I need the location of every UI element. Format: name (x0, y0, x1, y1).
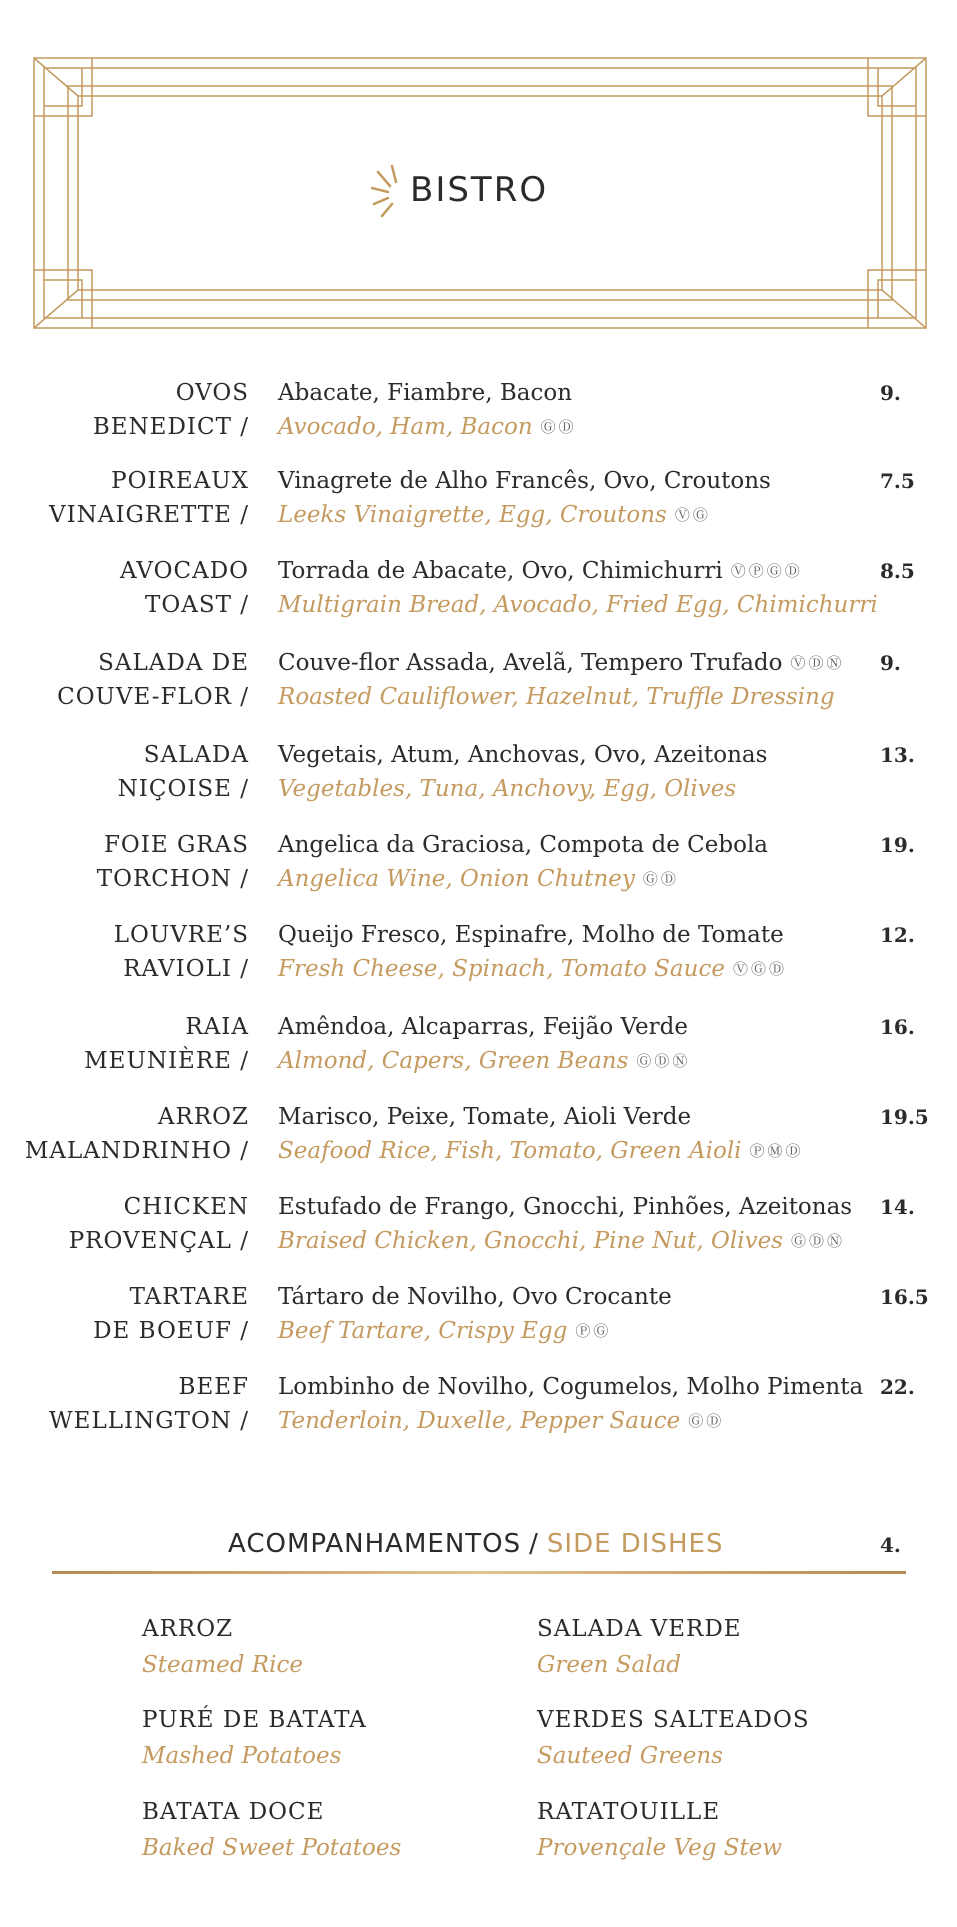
item-description-pt: Lombinho de Novilho, Cogumelos, Molho Pimenta (278, 1374, 864, 1400)
side-item-batata-doce (142, 1795, 542, 1865)
menu-item-arroz-malandrinho (0, 1096, 957, 1176)
item-pt-text: Couve-flor Assada, Avelã, Tempero Trufado (278, 650, 783, 676)
item-en-text: Beef Tartare, Crispy Egg (278, 1318, 568, 1344)
item-en-text: Almond, Capers, Green Beans (278, 1048, 629, 1074)
item-price: 9. (880, 381, 901, 405)
side-item-verdes-salteados (537, 1703, 937, 1773)
menu-item-salada-nicoise (0, 734, 957, 814)
item-price: 12. (880, 923, 915, 947)
item-description-en (278, 1044, 690, 1078)
item-description-pt: Tártaro de Novilho, Ovo Crocante (278, 1284, 672, 1310)
menu-item-tartare-de-boeuf (0, 1276, 957, 1356)
item-name-line2: MEUNIÈRE / (84, 1048, 249, 1074)
item-en-text: Angelica Wine, Onion Chutney (278, 866, 635, 892)
dietary-tags: ⓅⓂⒹ (749, 1142, 804, 1160)
menu-item-poireaux-vinaigrette (0, 460, 957, 540)
side-title-slash: / (529, 1529, 539, 1559)
item-description-en (278, 1224, 845, 1258)
item-description-pt: Queijo Fresco, Espinafre, Molho de Tomate (278, 922, 784, 948)
item-name-line1: RAIA (185, 1014, 249, 1040)
item-name-line1: BEEF (178, 1374, 249, 1400)
side-item-salada-verde (537, 1612, 937, 1682)
item-name-line1: OVOS (175, 380, 249, 406)
menu-item-beef-wellington (0, 1366, 957, 1446)
menu-item-chicken-provencal (0, 1186, 957, 1266)
item-name-line2: BENEDICT / (92, 414, 249, 440)
item-description-en: Vegetables, Tuna, Anchovy, Egg, Olives (278, 776, 737, 802)
item-name-line2: PROVENÇAL / (68, 1228, 249, 1254)
item-description-en (278, 952, 787, 986)
item-name-line2: VINAIGRETTE / (49, 502, 249, 528)
side-title-en: SIDE DISHES (546, 1529, 724, 1559)
item-description-en (278, 1314, 611, 1348)
item-name (114, 918, 249, 986)
side-item-en: Baked Sweet Potatoes (142, 1835, 402, 1861)
item-price: 22. (880, 1375, 915, 1399)
bistro-logo (370, 140, 600, 240)
item-description-pt: Abacate, Fiambre, Bacon (278, 380, 573, 406)
item-description-en (278, 1404, 724, 1438)
item-name-line1: FOIE GRAS (103, 832, 249, 858)
item-en-text: Avocado, Ham, Bacon (278, 414, 533, 440)
item-name (93, 376, 249, 444)
item-price: 19.5 (880, 1105, 929, 1129)
item-description-pt: Marisco, Peixe, Tomate, Aioli Verde (278, 1104, 692, 1130)
item-price: 16. (880, 1015, 915, 1039)
menu-item-salada-couve-flor (0, 642, 957, 722)
item-price: 14. (880, 1195, 915, 1219)
item-name-line2: TORCHON / (96, 866, 249, 892)
dietary-tags: ⓋⒼ (674, 506, 711, 524)
item-description-en (278, 862, 679, 896)
side-dishes-price: 4. (880, 1533, 901, 1557)
side-item-ratatouille (537, 1795, 937, 1865)
item-name (97, 828, 249, 896)
item-price: 7.5 (880, 469, 915, 493)
item-description-pt: Vinagrete de Alho Francês, Ovo, Croutons (278, 468, 771, 494)
item-description-en (278, 410, 577, 444)
dietary-tags: ⓋⒼⒹ (732, 960, 787, 978)
item-name (118, 738, 249, 806)
item-price: 8.5 (880, 559, 915, 583)
item-price: 9. (880, 651, 901, 675)
side-item-en: Steamed Rice (142, 1652, 303, 1678)
item-name-line1: TARTARE (129, 1284, 249, 1310)
side-item-arroz (142, 1612, 542, 1682)
item-description-pt: Angelica da Graciosa, Compota de Cebola (278, 832, 769, 858)
item-pt-text: Torrada de Abacate, Ovo, Chimichurri (278, 558, 723, 584)
item-description-pt (278, 554, 803, 588)
menu-item-avocado-toast (0, 550, 957, 630)
side-item-pt: ARROZ (142, 1616, 234, 1642)
item-price: 19. (880, 833, 915, 857)
dietary-tags: ⓅⒼ (575, 1322, 612, 1340)
item-name-line2: NIÇOISE / (117, 776, 249, 802)
item-name-line1: POIREAUX (111, 468, 249, 494)
item-name-line2: DE BOEUF / (93, 1318, 249, 1344)
item-description-en: Roasted Cauliflower, Hazelnut, Truffle Dressing (278, 684, 835, 710)
dietary-tags: ⓋⒹⓃ (790, 654, 845, 672)
item-description-pt: Estufado de Frango, Gnocchi, Pinhões, Azeitonas (278, 1194, 853, 1220)
dietary-tags: ⒼⒹ (688, 1412, 725, 1430)
side-item-pt: PURÉ DE BATATA (142, 1707, 367, 1733)
side-item-en: Sauteed Greens (537, 1743, 723, 1769)
item-name (49, 464, 249, 532)
item-en-text: Seafood Rice, Fish, Tomato, Green Aioli (278, 1138, 742, 1164)
item-en-text: Tenderloin, Duxelle, Pepper Sauce (278, 1408, 681, 1434)
item-description-pt: Amêndoa, Alcaparras, Feijão Verde (278, 1014, 688, 1040)
section-divider (52, 1571, 906, 1574)
dietary-tags: ⒼⒹⓃ (790, 1232, 845, 1250)
side-item-pt: VERDES SALTEADOS (537, 1707, 810, 1733)
side-item-en: Mashed Potatoes (142, 1743, 342, 1769)
item-description-pt (278, 646, 845, 680)
item-name (93, 1280, 249, 1348)
brand-name: BISTRO (410, 170, 549, 210)
dietary-tags: ⓋⓅⒼⒹ (730, 562, 803, 580)
item-name-line1: SALADA (143, 742, 249, 768)
item-name-line2: RAVIOLI / (123, 956, 249, 982)
item-name (69, 1190, 249, 1258)
item-name (25, 1100, 249, 1168)
side-item-en: Green Salad (537, 1652, 681, 1678)
side-item-pt: SALADA VERDE (537, 1616, 742, 1642)
dietary-tags: ⒼⒹⓃ (636, 1052, 691, 1070)
item-name (120, 554, 249, 622)
menu-item-ovos-benedict (0, 372, 957, 452)
sunburst-icon (370, 160, 404, 220)
item-price: 16.5 (880, 1285, 929, 1309)
menu-item-louvres-ravioli (0, 914, 957, 994)
item-name-line1: AVOCADO (119, 558, 249, 584)
side-title-pt: ACOMPANHAMENTOS (228, 1529, 522, 1559)
side-item-pt: BATATA DOCE (142, 1799, 325, 1825)
side-dishes-title (228, 1529, 723, 1559)
side-item-pure-de-batata (142, 1703, 542, 1773)
item-description-en (278, 498, 711, 532)
item-en-text: Fresh Cheese, Spinach, Tomato Sauce (278, 956, 725, 982)
item-name-line1: CHICKEN (123, 1194, 249, 1220)
item-description-en: Multigrain Bread, Avocado, Fried Egg, Chimichurri (278, 592, 878, 618)
item-name-line2: WELLINGTON / (49, 1408, 249, 1434)
item-name-line2: COUVE-FLOR / (57, 684, 249, 710)
item-name (84, 1010, 249, 1078)
side-dishes-header (0, 1525, 957, 1575)
dietary-tags: ⒼⒹ (642, 870, 679, 888)
item-name-line1: LOUVRE’S (113, 922, 249, 948)
side-item-pt: RATATOUILLE (537, 1799, 721, 1825)
item-name-line2: TOAST / (145, 592, 249, 618)
item-name (49, 1370, 249, 1438)
item-price: 13. (880, 743, 915, 767)
item-name (57, 646, 249, 714)
item-description-en (278, 1134, 804, 1168)
item-en-text: Leeks Vinaigrette, Egg, Croutons (278, 502, 667, 528)
item-name-line1: SALADA DE (98, 650, 249, 676)
dietary-tags: ⒼⒹ (540, 418, 577, 436)
menu-item-raia-meuniere (0, 1006, 957, 1086)
item-name-line1: ARROZ (157, 1104, 249, 1130)
item-en-text: Braised Chicken, Gnocchi, Pine Nut, Olives (278, 1228, 783, 1254)
item-description-pt: Vegetais, Atum, Anchovas, Ovo, Azeitonas (278, 742, 768, 768)
side-item-en: Provençale Veg Stew (537, 1835, 783, 1861)
menu-item-foie-gras-torchon (0, 824, 957, 904)
item-name-line2: MALANDRINHO / (24, 1138, 249, 1164)
